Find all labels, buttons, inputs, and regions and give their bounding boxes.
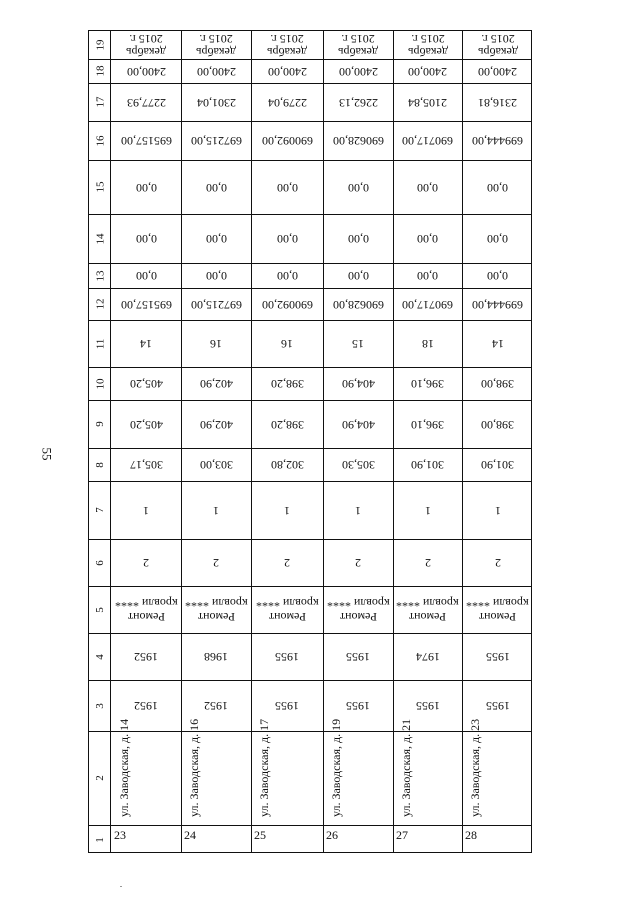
table-cell-text: 16 xyxy=(210,337,222,351)
table-cell xyxy=(251,367,323,400)
work-type-cell xyxy=(181,586,251,633)
row-number xyxy=(462,825,533,854)
column-number xyxy=(89,160,111,214)
column-number xyxy=(89,825,111,854)
table-cell-text: 0,00 xyxy=(487,180,508,195)
column-number-text: 18 xyxy=(94,65,106,77)
table-cell xyxy=(181,448,251,481)
table-cell xyxy=(323,481,393,539)
table-cell xyxy=(251,633,323,680)
table-cell xyxy=(181,680,251,731)
table-cell xyxy=(323,121,393,160)
row-number xyxy=(181,825,251,854)
address-cell-text: ул. Заводская, д. 21 xyxy=(399,718,413,817)
table-cell xyxy=(181,83,251,121)
table-cell-text: 398,00 xyxy=(481,417,514,432)
table-cell-text: 699444,00 xyxy=(472,297,523,312)
row-number xyxy=(111,825,181,854)
table-cell-text: 404,90 xyxy=(341,417,375,432)
table-cell xyxy=(393,539,462,586)
column-number-text: 14 xyxy=(94,233,106,244)
table-cell-text: 398,20 xyxy=(270,377,304,391)
table-cell-text: 2301,04 xyxy=(196,95,236,110)
column-number xyxy=(89,31,111,59)
table-cell-text: 697215,00 xyxy=(190,297,242,312)
row-number-text: 24 xyxy=(184,828,196,842)
table-cell-text: 1 xyxy=(424,503,431,518)
table-cell xyxy=(393,160,462,214)
table-cell xyxy=(181,400,251,448)
table-cell xyxy=(181,288,251,320)
table-cell-text: 0,00 xyxy=(417,269,438,283)
table-cell xyxy=(393,481,462,539)
column-number-text: 16 xyxy=(94,135,106,146)
table-cell xyxy=(462,367,533,400)
table-cell-text: 18 xyxy=(421,337,434,351)
deadline-cell-text: декабрь 2015 г. xyxy=(407,32,448,59)
table-cell-text: 14 xyxy=(491,337,504,351)
table-cell xyxy=(393,633,462,680)
table-cell-text: 398,20 xyxy=(270,417,304,432)
table-cell-text: 2 xyxy=(143,556,149,570)
table-cell-text: 1 xyxy=(284,503,290,518)
column-number-text: 1 xyxy=(94,836,106,843)
work-type-cell-text: Ремонт кровли **** xyxy=(255,595,319,624)
column-number-text: 19 xyxy=(94,39,106,51)
column-number-text: 8 xyxy=(94,461,106,468)
address-cell xyxy=(251,718,323,825)
table-cell xyxy=(181,320,251,367)
column-number-text: 7 xyxy=(94,507,106,513)
column-number-text: 2 xyxy=(94,775,106,781)
table-cell xyxy=(251,448,323,481)
table-cell-text: 1955 xyxy=(346,699,370,713)
address-cell-text: ул. Заводская, д. 14 xyxy=(117,718,131,817)
table-cell xyxy=(462,481,533,539)
scan-speck xyxy=(120,886,122,887)
table-cell xyxy=(393,367,462,400)
table-cell xyxy=(323,633,393,680)
column-number xyxy=(89,121,111,160)
table-cell-text: 0,00 xyxy=(276,232,298,246)
table-cell-text: 1 xyxy=(494,503,501,518)
table-cell-text: 1955 xyxy=(275,650,299,664)
table-cell-text: 0,00 xyxy=(205,180,227,195)
page-number: 55 xyxy=(39,447,55,461)
table-cell-text: 402,90 xyxy=(199,417,233,432)
table-cell-text: 2 xyxy=(213,556,219,570)
table-cell xyxy=(462,448,533,481)
row-number-text: 28 xyxy=(465,828,477,842)
table-cell-text: 0,00 xyxy=(135,269,157,283)
column-number xyxy=(89,214,111,263)
column-number-text: 11 xyxy=(94,338,106,349)
row-number-text: 27 xyxy=(396,828,408,842)
table-cell-text: 2400,00 xyxy=(126,64,166,79)
deadline-cell xyxy=(251,31,323,59)
table-cell-text: 1952 xyxy=(134,699,158,713)
table-cell xyxy=(323,539,393,586)
deadline-cell xyxy=(111,31,181,59)
table-cell xyxy=(111,400,181,448)
work-type-cell-text: Ремонт кровли **** xyxy=(114,595,178,624)
table-cell-text: 1955 xyxy=(415,699,440,713)
table-cell-text: 2400,00 xyxy=(338,64,378,79)
table-cell xyxy=(111,59,181,83)
table-cell xyxy=(251,59,323,83)
table-cell-text: 2277,93 xyxy=(126,95,166,110)
address-cell-text: ул. Заводская, д. 19 xyxy=(329,718,343,817)
table-cell xyxy=(111,448,181,481)
row-number-text: 25 xyxy=(254,828,266,842)
table-cell-text: 690717,00 xyxy=(402,297,453,312)
table-cell-text: 302,80 xyxy=(270,458,304,472)
table-cell-text: 1 xyxy=(143,503,149,518)
column-number-text: 4 xyxy=(94,653,106,660)
column-number xyxy=(89,400,111,448)
table-cell-text: 0,00 xyxy=(135,180,157,195)
table-cell xyxy=(251,320,323,367)
table-cell xyxy=(393,263,462,288)
table-cell xyxy=(111,160,181,214)
table-cell xyxy=(323,288,393,320)
table-cell xyxy=(111,83,181,121)
table-cell-text: 1 xyxy=(213,503,219,518)
column-number xyxy=(89,539,111,586)
table-cell xyxy=(111,263,181,288)
table-cell-text: 690628,00 xyxy=(332,297,384,312)
table-cell-text: 0,00 xyxy=(347,180,369,195)
table-cell xyxy=(323,320,393,367)
table-cell-text: 404,90 xyxy=(341,377,375,391)
table-cell-text: 301,90 xyxy=(481,458,514,472)
table-cell-text: 2279,04 xyxy=(267,95,307,110)
table-cell-text: 0,00 xyxy=(347,269,369,283)
table-cell-text: 0,00 xyxy=(276,269,298,283)
table-cell-text: 0,00 xyxy=(135,232,157,246)
table-cell-text: 2400,00 xyxy=(196,64,236,79)
column-number-text: 5 xyxy=(94,606,106,613)
table-cell-text: 405,20 xyxy=(129,417,163,432)
table-cell xyxy=(251,263,323,288)
deadline-cell xyxy=(323,31,393,59)
table-cell-text: 699444,00 xyxy=(472,134,523,148)
work-type-cell-text: Ремонт кровли **** xyxy=(466,595,529,624)
table-cell xyxy=(251,481,323,539)
table-cell-text: 15 xyxy=(352,337,364,351)
table-cell xyxy=(111,288,181,320)
table-cell-text: 305,30 xyxy=(341,458,375,472)
work-type-cell xyxy=(251,586,323,633)
address-cell xyxy=(393,718,462,825)
table-cell xyxy=(251,680,323,731)
table-cell xyxy=(111,121,181,160)
table-cell xyxy=(181,59,251,83)
table-cell xyxy=(462,263,533,288)
deadline-cell-text: декабрь 2015 г. xyxy=(477,32,518,59)
table-cell xyxy=(111,481,181,539)
table-cell-text: 1 xyxy=(355,503,361,518)
deadline-cell xyxy=(393,31,462,59)
table-cell xyxy=(393,121,462,160)
table-cell xyxy=(251,83,323,121)
table-cell xyxy=(393,288,462,320)
deadline-cell-text: декабрь 2015 г. xyxy=(338,32,378,59)
column-number-text: 12 xyxy=(94,298,106,310)
column-number xyxy=(89,59,111,83)
table-cell-text: 305,17 xyxy=(129,458,163,472)
table-cell xyxy=(111,367,181,400)
table-cell-text: 301,90 xyxy=(411,458,444,472)
row-number-text: 26 xyxy=(326,828,338,842)
table-cell-text: 0,00 xyxy=(347,232,369,246)
table-cell-text: 695157,00 xyxy=(120,297,172,312)
table-cell-text: 697215,00 xyxy=(190,134,242,148)
table-cell xyxy=(323,160,393,214)
table-cell-text: 0,00 xyxy=(417,232,438,246)
column-number xyxy=(89,731,111,825)
table-cell-text: 2400,00 xyxy=(267,64,307,79)
table-cell-text: 695157,00 xyxy=(120,134,172,148)
table-cell-text: 1952 xyxy=(204,699,228,713)
table-cell-text: 0,00 xyxy=(276,180,298,195)
table-cell xyxy=(462,288,533,320)
table-cell-text: 2 xyxy=(355,556,361,570)
table-cell-text: 0,00 xyxy=(205,269,227,283)
table-cell xyxy=(462,59,533,83)
table-cell xyxy=(251,400,323,448)
table-cell-text: 396,10 xyxy=(411,377,444,391)
address-cell xyxy=(181,718,251,825)
table-cell xyxy=(323,448,393,481)
address-cell xyxy=(111,718,181,825)
table-cell xyxy=(323,83,393,121)
table-cell-text: 303,00 xyxy=(199,458,233,472)
table-cell xyxy=(181,633,251,680)
table-cell xyxy=(393,680,462,731)
table-cell xyxy=(181,121,251,160)
table-cell xyxy=(111,633,181,680)
column-number xyxy=(89,448,111,481)
table-cell-text: 690717,00 xyxy=(402,134,453,148)
column-number-text: 13 xyxy=(94,270,106,281)
table-cell-text: 0,00 xyxy=(417,180,438,195)
work-type-cell xyxy=(393,586,462,633)
table-cell-text: 2 xyxy=(284,556,290,570)
table-cell xyxy=(462,680,533,731)
row-number xyxy=(393,825,462,854)
rotated-data-table xyxy=(88,30,532,853)
column-number xyxy=(89,288,111,320)
column-number-text: 6 xyxy=(94,559,106,566)
table-cell-text: 1968 xyxy=(204,650,228,664)
column-number xyxy=(89,320,111,367)
table-cell-text: 2262,13 xyxy=(338,95,378,110)
table-cell xyxy=(393,59,462,83)
table-cell xyxy=(393,320,462,367)
table-cell xyxy=(462,214,533,263)
table-cell xyxy=(251,539,323,586)
table-cell xyxy=(323,214,393,263)
table-cell-text: 1955 xyxy=(485,650,510,664)
table-cell xyxy=(251,288,323,320)
table-cell xyxy=(323,59,393,83)
table-cell xyxy=(111,320,181,367)
row-number-text: 23 xyxy=(114,828,126,842)
column-number xyxy=(89,83,111,121)
table-cell xyxy=(462,160,533,214)
table-cell-text: 0,00 xyxy=(487,269,508,283)
work-type-cell-text: Ремонт кровли **** xyxy=(396,595,459,624)
column-number-text: 3 xyxy=(94,702,106,709)
table-cell-text: 1955 xyxy=(346,650,370,664)
deadline-cell xyxy=(462,31,533,59)
address-cell xyxy=(462,718,533,825)
deadline-cell-text: декабрь 2015 г. xyxy=(196,32,236,59)
table-cell xyxy=(462,121,533,160)
table-cell xyxy=(462,320,533,367)
table-cell-text: 2105,84 xyxy=(408,95,447,110)
table-cell-text: 0,00 xyxy=(205,232,227,246)
table-cell-text: 690092,00 xyxy=(261,297,313,312)
work-type-cell xyxy=(462,586,533,633)
work-type-cell-text: Ремонт кровли **** xyxy=(184,595,248,624)
address-cell-text: ул. Заводская, д. 23 xyxy=(468,718,482,817)
table-cell-text: 1974 xyxy=(415,650,440,664)
table-cell xyxy=(323,263,393,288)
table-cell-text: 2 xyxy=(424,556,431,570)
table-cell xyxy=(111,539,181,586)
table-cell xyxy=(462,400,533,448)
table-cell-text: 1952 xyxy=(134,650,158,664)
table-cell xyxy=(393,400,462,448)
table-cell xyxy=(181,214,251,263)
table-cell-text: 690092,00 xyxy=(261,134,313,148)
table-cell xyxy=(323,680,393,731)
table-cell xyxy=(181,367,251,400)
table-cell xyxy=(251,214,323,263)
table-cell xyxy=(393,448,462,481)
table-cell xyxy=(393,83,462,121)
column-number-text: 17 xyxy=(94,96,106,108)
column-number xyxy=(89,481,111,539)
table-cell xyxy=(462,83,533,121)
table-cell xyxy=(181,539,251,586)
table-cell xyxy=(181,160,251,214)
table-cell-text: 402,90 xyxy=(199,377,233,391)
column-number-text: 9 xyxy=(94,421,106,427)
column-number xyxy=(89,680,111,731)
table-cell-text: 16 xyxy=(281,337,293,351)
table-cell-text: 405,20 xyxy=(129,377,163,391)
table-cell-text: 2316,81 xyxy=(478,95,517,110)
table-cell-text: 396,10 xyxy=(411,417,444,432)
table-cell xyxy=(111,680,181,731)
column-number xyxy=(89,633,111,680)
table-cell-text: 1955 xyxy=(275,699,299,713)
table-cell xyxy=(462,633,533,680)
column-number xyxy=(89,586,111,633)
table-cell xyxy=(393,214,462,263)
table-cell-text: 2400,00 xyxy=(408,64,447,79)
work-type-cell xyxy=(111,586,181,633)
column-number xyxy=(89,367,111,400)
table-cell-text: 0,00 xyxy=(487,232,508,246)
deadline-cell-text: декабрь 2015 г. xyxy=(267,32,307,59)
address-cell xyxy=(323,718,393,825)
column-number-text: 10 xyxy=(94,378,106,389)
table-cell xyxy=(323,367,393,400)
deadline-cell xyxy=(181,31,251,59)
table-cell-text: 14 xyxy=(140,337,152,351)
table-cell-text: 2 xyxy=(494,556,501,570)
table-cell-text: 398,00 xyxy=(481,377,514,391)
table-cell xyxy=(181,263,251,288)
table-cell xyxy=(462,539,533,586)
address-cell-text: ул. Заводская, д. 17 xyxy=(257,718,271,817)
table-cell xyxy=(111,214,181,263)
row-number xyxy=(251,825,323,854)
table-cell xyxy=(323,400,393,448)
column-number xyxy=(89,263,111,288)
table-cell xyxy=(251,160,323,214)
column-number-text: 15 xyxy=(94,181,106,193)
deadline-cell-text: декабрь 2015 г. xyxy=(126,32,166,59)
table-cell-text: 690628,00 xyxy=(332,134,384,148)
work-type-cell-text: Ремонт кровли **** xyxy=(326,595,390,624)
row-number xyxy=(323,825,393,854)
work-type-cell xyxy=(323,586,393,633)
address-cell-text: ул. Заводская, д. 16 xyxy=(187,718,201,817)
table-cell-text: 2400,00 xyxy=(478,64,517,79)
table-cell xyxy=(181,481,251,539)
table-cell xyxy=(251,121,323,160)
table-cell-text: 1955 xyxy=(485,699,510,713)
